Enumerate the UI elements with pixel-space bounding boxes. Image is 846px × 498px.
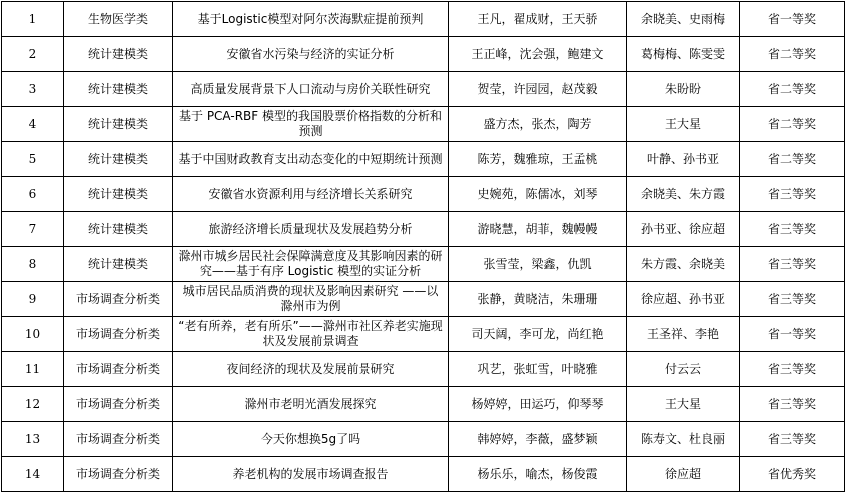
advisors-cell: 朱方霞、余晓美 — [627, 247, 740, 282]
award-cell: 省三等奖 — [740, 422, 845, 457]
advisors-cell: 余晓美、朱方霞 — [627, 177, 740, 212]
advisors-cell: 付云云 — [627, 352, 740, 387]
category-cell: 统计建模类 — [64, 247, 173, 282]
row-number: 14 — [2, 457, 64, 492]
advisors-cell: 徐应超 — [627, 457, 740, 492]
category-cell: 统计建模类 — [64, 107, 173, 142]
award-cell: 省优秀奖 — [740, 457, 845, 492]
award-cell: 省二等奖 — [740, 107, 845, 142]
award-cell: 省二等奖 — [740, 72, 845, 107]
row-number: 3 — [2, 72, 64, 107]
table-row — [2, 177, 845, 212]
category-cell: 统计建模类 — [64, 72, 173, 107]
project-title-cell: 旅游经济增长质量现状及发展趋势分析 — [173, 212, 449, 247]
project-title-cell: 高质量发展背景下人口流动与房价关联性研究 — [173, 72, 449, 107]
award-table — [1, 1, 845, 492]
table-row — [2, 457, 845, 492]
row-number: 7 — [2, 212, 64, 247]
members-cell: 杨婷婷，田运巧，仰琴琴 — [449, 387, 627, 422]
project-title-cell: 今天你想换5g了吗 — [173, 422, 449, 457]
category-cell: 市场调查分析类 — [64, 282, 173, 317]
row-number: 6 — [2, 177, 64, 212]
category-cell: 统计建模类 — [64, 37, 173, 72]
table-row — [2, 422, 845, 457]
award-cell: 省三等奖 — [740, 247, 845, 282]
project-title-cell: 安徽省水污染与经济的实证分析 — [173, 37, 449, 72]
advisors-cell: 余晓美、史雨梅 — [627, 2, 740, 37]
category-cell: 市场调查分析类 — [64, 387, 173, 422]
advisors-cell: 陈寿文、杜良丽 — [627, 422, 740, 457]
award-cell: 省三等奖 — [740, 352, 845, 387]
project-title-cell: 夜间经济的现状及发展前景研究 — [173, 352, 449, 387]
project-title-cell: 基于Logistic模型对阿尔茨海默症提前预判 — [173, 2, 449, 37]
members-cell: 游晓慧，胡菲，魏幔幔 — [449, 212, 627, 247]
table-row — [2, 247, 845, 282]
table-row — [2, 282, 845, 317]
category-cell: 统计建模类 — [64, 212, 173, 247]
project-title-cell: 基于中国财政教育支出动态变化的中短期统计预测 — [173, 142, 449, 177]
members-cell: 张静，黄晓洁，朱珊珊 — [449, 282, 627, 317]
category-cell: 市场调查分析类 — [64, 317, 173, 352]
advisors-cell: 叶静、孙书亚 — [627, 142, 740, 177]
row-number: 4 — [2, 107, 64, 142]
project-title-cell: 养老机构的发展市场调查报告 — [173, 457, 449, 492]
category-cell: 统计建模类 — [64, 177, 173, 212]
category-cell: 市场调查分析类 — [64, 422, 173, 457]
category-cell: 统计建模类 — [64, 142, 173, 177]
advisors-cell: 徐应超、孙书亚 — [627, 282, 740, 317]
row-number: 2 — [2, 37, 64, 72]
table-row — [2, 107, 845, 142]
award-cell: 省二等奖 — [740, 142, 845, 177]
advisors-cell: 葛梅梅、陈雯雯 — [627, 37, 740, 72]
table-row — [2, 2, 845, 37]
row-number: 9 — [2, 282, 64, 317]
award-cell: 省三等奖 — [740, 387, 845, 422]
advisors-cell: 孙书亚、徐应超 — [627, 212, 740, 247]
table-row — [2, 317, 845, 352]
row-number: 12 — [2, 387, 64, 422]
members-cell: 杨乐乐，喻杰，杨俊霞 — [449, 457, 627, 492]
project-title-cell: 滁州市城乡居民社会保障满意度及其影响因素的研究——基于有序 Logistic 模型的实证分析 — [173, 247, 449, 282]
table-row — [2, 72, 845, 107]
project-title-cell: 滁州市老明光酒发展探究 — [173, 387, 449, 422]
advisors-cell: 王大星 — [627, 387, 740, 422]
category-cell: 生物医学类 — [64, 2, 173, 37]
award-cell: 省三等奖 — [740, 212, 845, 247]
table-row — [2, 212, 845, 247]
members-cell: 司天阔，李可龙，尚红艳 — [449, 317, 627, 352]
members-cell: 王正峰，沈会强，鲍建文 — [449, 37, 627, 72]
members-cell: 贺莹，许园园，赵茂毅 — [449, 72, 627, 107]
advisors-cell: 王大星 — [627, 107, 740, 142]
members-cell: 王凡，翟成财，王天骄 — [449, 2, 627, 37]
award-table-body — [2, 2, 845, 492]
project-title-cell: 安徽省水资源利用与经济增长关系研究 — [173, 177, 449, 212]
project-title-cell: 城市居民品质消费的现状及影响因素研究 ——以滁州市为例 — [173, 282, 449, 317]
advisors-cell: 王圣祥、李艳 — [627, 317, 740, 352]
members-cell: 陈芳，魏雅琼，王孟桃 — [449, 142, 627, 177]
category-cell: 市场调查分析类 — [64, 352, 173, 387]
members-cell: 巩艺，张虹雪，叶晓雅 — [449, 352, 627, 387]
table-row — [2, 142, 845, 177]
members-cell: 史婉苑，陈儒冰，刘琴 — [449, 177, 627, 212]
row-number: 8 — [2, 247, 64, 282]
project-title-cell: 基于 PCA-RBF 模型的我国股票价格指数的分析和预测 — [173, 107, 449, 142]
category-cell: 市场调查分析类 — [64, 457, 173, 492]
table-row — [2, 37, 845, 72]
award-cell: 省二等奖 — [740, 37, 845, 72]
row-number: 1 — [2, 2, 64, 37]
members-cell: 韩婷婷，李薇，盛梦颖 — [449, 422, 627, 457]
advisors-cell: 朱盼盼 — [627, 72, 740, 107]
members-cell: 盛方杰，张杰，陶芳 — [449, 107, 627, 142]
project-title-cell: “老有所养，老有所乐”——滁州市社区养老实施现状及发展前景调查 — [173, 317, 449, 352]
row-number: 10 — [2, 317, 64, 352]
row-number: 13 — [2, 422, 64, 457]
members-cell: 张雪莹，梁鑫，仇凯 — [449, 247, 627, 282]
table-row — [2, 352, 845, 387]
table-row — [2, 387, 845, 422]
row-number: 11 — [2, 352, 64, 387]
award-cell: 省三等奖 — [740, 177, 845, 212]
award-cell: 省一等奖 — [740, 2, 845, 37]
award-cell: 省三等奖 — [740, 282, 845, 317]
award-cell: 省一等奖 — [740, 317, 845, 352]
row-number: 5 — [2, 142, 64, 177]
